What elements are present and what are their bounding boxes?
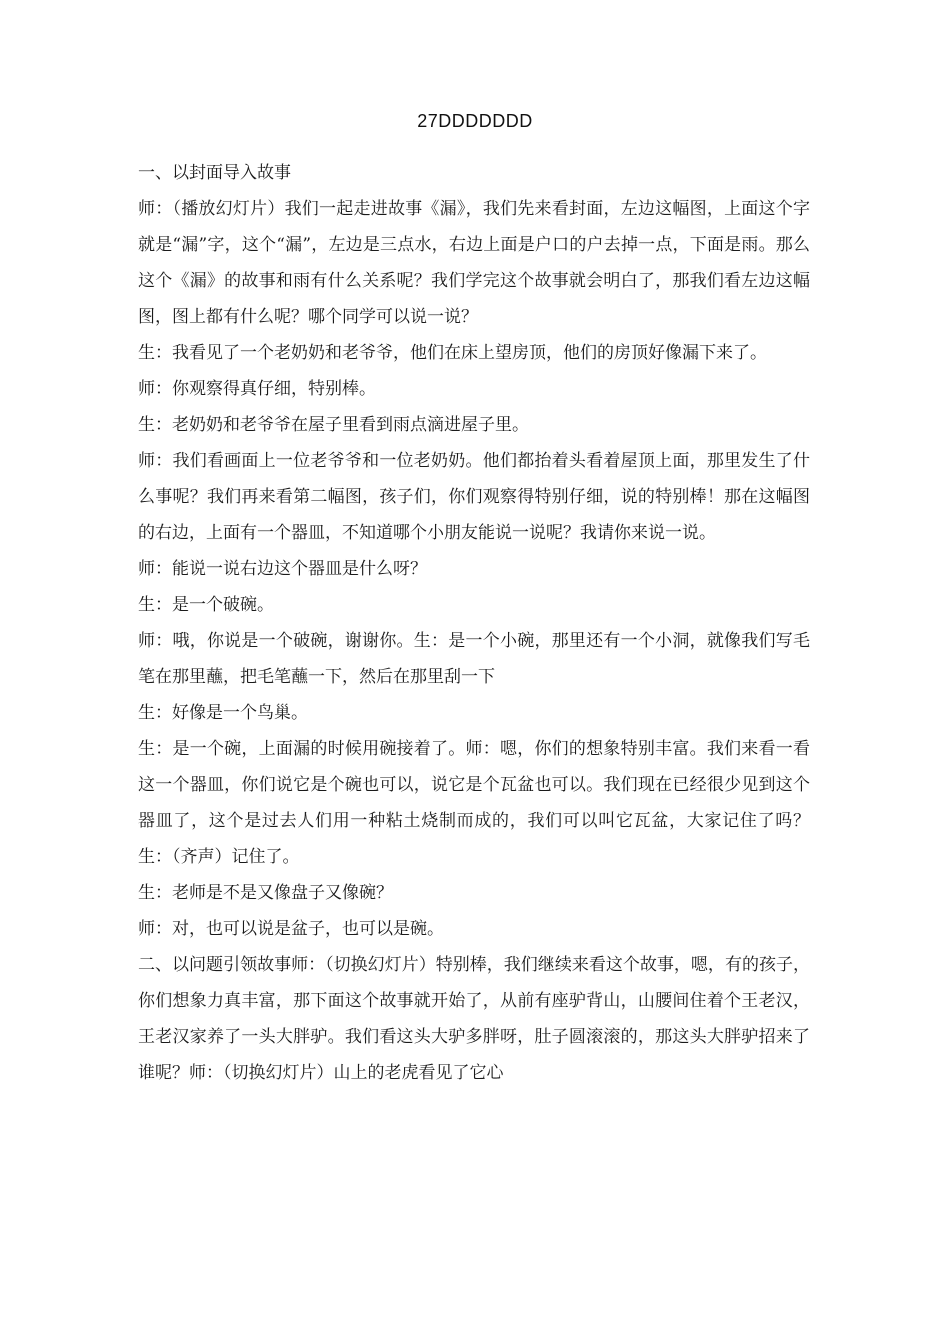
section-heading-1: 一、以封面导入故事 xyxy=(138,163,291,183)
paragraph: 师：能说一说右边这个器皿是什么呀？ xyxy=(138,559,427,579)
paragraph: 生：老奶奶和老爷爷在屋子里看到雨点滴进屋子里。 xyxy=(138,415,529,435)
paragraph: 师：对，也可以说是盆子，也可以是碗。 xyxy=(138,919,444,939)
paragraph: 生：老师是不是又像盘子又像碗？ xyxy=(138,883,393,903)
section-heading-2: 二、以问题引领故事师：（切换幻灯片）特别棒，我们继续来看这个故事，嗯，有的孩子，你们想象力真丰富，那下面这个故事就开始了，从前有座驴背山，山腰间住着个王老汉，王老汉家养了一头大胖驴。我们看这头大驴多胖呀，肚子圆滚滚的，那这头大胖驴招来了谁呢？师：（切换幻灯片）山上的老虎看见了它心 xyxy=(138,955,810,1083)
document-title: 27DDDDDDD xyxy=(417,111,533,131)
paragraph: 师：（播放幻灯片）我们一起走进故事《漏》，我们先来看封面，左边这幅图，上面这个字就是“漏”字，这个“漏”，左边是三点水，右边上面是户口的户去掉一点，下面是雨。那么这个《漏》的故事和雨有什么关系呢？我们学完这个故事就会明白了，那我们看左边这幅图，图上都有什么呢？哪个同学可以说一说？ xyxy=(138,199,810,327)
paragraph: 生：我看见了一个老奶奶和老爷爷，他们在床上望房顶，他们的房顶好像漏下来了。 xyxy=(138,343,767,363)
paragraph: 生：是一个碗，上面漏的时候用碗接着了。师：嗯，你们的想象特别丰富。我们来看一看这一个器皿，你们说它是个碗也可以，说它是个瓦盆也可以。我们现在已经很少见到这个器皿了，这个是过去人们用一种粘土烧制而成的，我们可以叫它瓦盆，大家记住了吗？生：（齐声）记住了。 xyxy=(138,739,810,867)
paragraph: 生：是一个破碗。 xyxy=(138,595,274,615)
paragraph: 生：好像是一个鸟巢。 xyxy=(138,703,308,723)
document-body xyxy=(138,155,810,1091)
paragraph: 师：我们看画面上一位老爷爷和一位老奶奶。他们都抬着头看着屋顶上面，那里发生了什么事呢？我们再来看第二幅图，孩子们，你们观察得特别仔细，说的特别棒！那在这幅图的右边，上面有一个器皿，不知道哪个小朋友能说一说呢？我请你来说一说。 xyxy=(138,451,810,543)
paragraph: 师：哦，你说是一个破碗，谢谢你。生：是一个小碗，那里还有一个小洞，就像我们写毛笔在那里蘸，把毛笔蘸一下，然后在那里刮一下 xyxy=(138,631,810,687)
paragraph: 师：你观察得真仔细，特别棒。 xyxy=(138,379,376,399)
